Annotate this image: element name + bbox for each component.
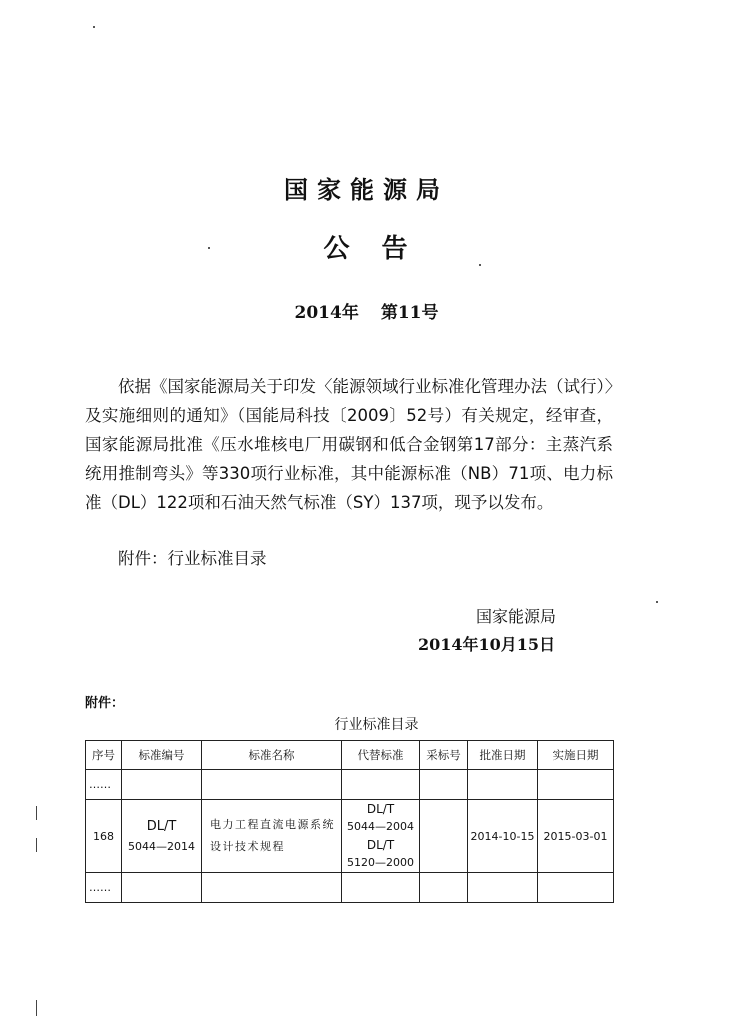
notice-body-paragraph: 依据《国家能源局关于印发〈能源领域行业标准化管理办法（试行）〉及实施细则的通知》（国能局科技〔2009〕52号）有关规定，经审查，国家能源局批准《压水堆核电厂用碳钢和低合金钢第17部分：主蒸汽系统用推制弯头》等330项行业标准，其中能源标准（NB）71项、电力标准（DL）122项和石油天然气标准（SY）137项，现予以发布。	[85, 377, 613, 512]
table-header-row	[86, 741, 614, 770]
cell-seq: 168	[86, 800, 122, 873]
col-header-seq: 序号	[86, 741, 122, 770]
table-row	[86, 770, 614, 800]
signature-date: 2014年10月15日	[418, 635, 556, 654]
cell-adopted	[420, 800, 468, 873]
col-header-effective-date: 实施日期	[538, 741, 614, 770]
signature-org: 国家能源局	[476, 607, 557, 626]
ellipsis-cell: ……	[86, 770, 122, 800]
issue-number: 第11号	[380, 303, 439, 323]
col-header-adopted: 采标号	[420, 741, 468, 770]
standards-table	[85, 740, 614, 903]
col-header-name: 标准名称	[202, 741, 342, 770]
issue-year: 2014年	[294, 303, 359, 323]
cell-name: 电力工程直流电源系统设计技术规程	[202, 800, 342, 873]
cell-replaced: DL/T 5044—2004 DL/T 5120—2000	[342, 800, 420, 873]
scan-margin-line	[36, 806, 37, 820]
col-header-approve-date: 批准日期	[468, 741, 538, 770]
attachment-label: 附件：	[85, 696, 125, 711]
agency-title: 国家能源局	[284, 176, 449, 204]
notice-title: 公告	[323, 234, 440, 264]
cell-effective-date: 2015-03-01	[538, 800, 614, 873]
col-header-replaced: 代替标准	[342, 741, 420, 770]
table-title: 行业标准目录	[334, 717, 419, 733]
scan-speck	[93, 26, 95, 28]
col-header-code: 标准编号	[122, 741, 202, 770]
issue-line	[0, 298, 733, 323]
table-row	[86, 873, 614, 903]
cell-approve-date: 2014-10-15	[468, 800, 538, 873]
attachment-reference: 附件：行业标准目录	[118, 549, 267, 568]
ellipsis-cell: ……	[86, 873, 122, 903]
table-row	[86, 800, 614, 873]
scan-margin-line	[36, 838, 37, 852]
scan-margin-line	[36, 1000, 37, 1016]
scan-speck	[656, 601, 658, 603]
cell-code: DL/T 5044—2014	[122, 800, 202, 873]
